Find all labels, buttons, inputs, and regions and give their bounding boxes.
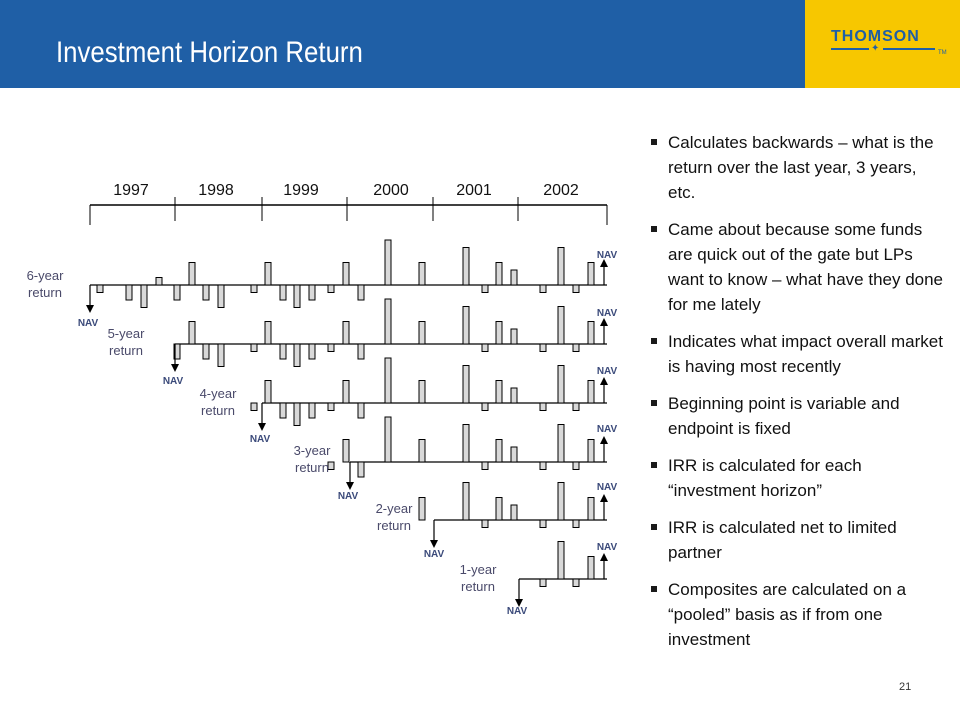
cash-flow-bar <box>496 440 502 463</box>
cash-flow-bar <box>463 483 469 521</box>
cash-flow-bar <box>588 381 594 404</box>
cash-flow-bar <box>540 579 546 587</box>
cash-flow-bar <box>588 322 594 345</box>
cash-flow-bar <box>463 425 469 463</box>
logo-star-icon: ✦ <box>871 43 880 54</box>
bullet-text: Indicates what impact overall market is having most recently <box>668 332 943 376</box>
cash-flow-bar <box>328 285 334 293</box>
logo-wordmark: THOMSON <box>831 28 920 45</box>
cash-flow-bar <box>482 344 488 352</box>
nav-start-label: NAV <box>162 376 184 387</box>
cash-flow-bar <box>419 381 425 404</box>
cash-flow-bar <box>294 344 300 367</box>
nav-start-label: NAV <box>506 606 528 617</box>
nav-end-label: NAV <box>596 482 618 493</box>
horizon-label: return <box>461 579 495 594</box>
nav-start-label: NAV <box>423 549 445 560</box>
cash-flow-bar <box>588 498 594 521</box>
bullet-square-icon <box>651 462 657 468</box>
cash-flow-bar <box>482 285 488 293</box>
cash-flow-bar <box>251 344 257 352</box>
cash-flow-bar <box>309 344 315 359</box>
cash-flow-bar <box>496 263 502 286</box>
cash-flow-bar <box>558 425 564 463</box>
horizon-label: return <box>109 343 143 358</box>
cash-flow-bar <box>482 520 488 528</box>
cash-flow-bar <box>463 366 469 404</box>
horizon-label: return <box>201 403 235 418</box>
cash-flow-bar <box>174 285 180 300</box>
cash-flow-bar <box>265 381 271 404</box>
cash-flow-bar <box>496 322 502 345</box>
bullet-square-icon <box>651 226 657 232</box>
cash-flow-bar <box>511 447 517 462</box>
horizon-label: return <box>295 460 329 475</box>
year-label: 1999 <box>283 182 319 199</box>
bullet-square-icon <box>651 338 657 344</box>
bullet-item <box>648 515 944 565</box>
cash-flow-bar <box>218 285 224 308</box>
horizon-label: 5-year <box>107 326 145 341</box>
cash-flow-bar <box>573 285 579 293</box>
cash-flow-bar <box>203 344 209 359</box>
nav-end-label: NAV <box>596 542 618 553</box>
cash-flow-bar <box>558 483 564 521</box>
cash-flow-bar <box>343 263 349 286</box>
cash-flow-bar <box>343 440 349 463</box>
year-label: 2002 <box>543 182 579 199</box>
cash-flow-bar <box>385 358 391 403</box>
cash-flow-bar <box>573 520 579 528</box>
cash-flow-bar <box>463 248 469 286</box>
investment-horizon-diagram <box>0 100 640 630</box>
cash-flow-bar <box>496 381 502 404</box>
horizon-row <box>376 482 618 560</box>
cash-flow-bar <box>280 344 286 359</box>
cash-flow-bar <box>573 462 579 470</box>
cash-flow-bar <box>309 403 315 418</box>
cash-flow-bar <box>588 557 594 580</box>
bullet-text: Came about because some funds are quick out of the gate but LPs want to know – what have they done for me lately <box>668 220 944 314</box>
cash-flow-bar <box>540 520 546 528</box>
cash-flow-bar <box>343 381 349 404</box>
horizon-label: 3-year <box>293 443 331 458</box>
cash-flow-bar <box>203 285 209 300</box>
bullet-item <box>648 453 944 503</box>
bullet-text: Composites are calculated on a “pooled” basis as if from one investment <box>668 580 907 649</box>
cash-flow-bar <box>294 285 300 308</box>
horizon-label: 4-year <box>199 386 237 401</box>
year-label: 2000 <box>373 182 409 199</box>
nav-end-label: NAV <box>596 250 618 261</box>
cash-flow-bar <box>358 462 364 477</box>
cash-flow-bar <box>385 299 391 344</box>
horizon-row <box>294 417 618 502</box>
logo-rule-right <box>883 48 935 50</box>
header-bar <box>0 0 805 88</box>
cash-flow-bar <box>385 240 391 285</box>
cash-flow-bar <box>573 579 579 587</box>
horizon-label: 2-year <box>375 501 413 516</box>
cash-flow-bar <box>251 403 257 411</box>
cash-flow-bar <box>588 440 594 463</box>
cash-flow-bar <box>280 285 286 300</box>
cash-flow-bar <box>558 307 564 345</box>
horizon-rows <box>27 240 618 617</box>
cash-flow-bar <box>265 263 271 286</box>
cash-flow-bar <box>358 285 364 300</box>
cash-flow-bar <box>588 263 594 286</box>
horizon-label: return <box>28 285 62 300</box>
cash-flow-bar <box>540 344 546 352</box>
bullet-item <box>648 329 944 379</box>
page-number: 21 <box>899 681 912 693</box>
timeline <box>90 182 607 225</box>
cash-flow-bar <box>251 285 257 293</box>
nav-end-label: NAV <box>596 308 618 319</box>
horizon-row <box>27 240 618 329</box>
cash-flow-bar <box>156 278 162 286</box>
nav-start-label: NAV <box>77 318 99 329</box>
bullet-item <box>648 577 944 652</box>
horizon-row <box>108 299 618 387</box>
cash-flow-bar <box>558 366 564 404</box>
cash-flow-bar <box>511 388 517 403</box>
cash-flow-bar <box>385 417 391 462</box>
logo-trademark: TM <box>938 50 947 56</box>
cash-flow-bar <box>265 322 271 345</box>
bullet-item <box>648 391 944 441</box>
cash-flow-bar <box>511 270 517 285</box>
cash-flow-bar <box>328 344 334 352</box>
cash-flow-bar <box>309 285 315 300</box>
cash-flow-bar <box>294 403 300 426</box>
bullet-item <box>648 217 944 317</box>
cash-flow-bar <box>419 322 425 345</box>
page-title: Investment Horizon Return <box>56 36 363 69</box>
bullet-square-icon <box>651 524 657 530</box>
year-label: 1998 <box>198 182 234 199</box>
horizon-label: return <box>377 518 411 533</box>
cash-flow-bar <box>496 498 502 521</box>
cash-flow-bar <box>558 248 564 286</box>
horizon-label: 1-year <box>459 562 497 577</box>
cash-flow-bar <box>358 344 364 359</box>
cash-flow-bar <box>482 462 488 470</box>
cash-flow-bar <box>189 322 195 345</box>
bullet-text: Calculates backwards – what is the return over the last year, 3 years, etc. <box>668 133 934 202</box>
cash-flow-bar <box>511 329 517 344</box>
logo-rule-left <box>831 48 869 50</box>
bullet-square-icon <box>651 139 657 145</box>
bullet-text: Beginning point is variable and endpoint is fixed <box>668 394 900 438</box>
bullet-square-icon <box>651 586 657 592</box>
cash-flow-bar <box>189 263 195 286</box>
cash-flow-bar <box>343 322 349 345</box>
nav-end-label: NAV <box>596 424 618 435</box>
cash-flow-bar <box>511 505 517 520</box>
nav-end-label: NAV <box>596 366 618 377</box>
nav-start-label: NAV <box>337 491 359 502</box>
cash-flow-bar <box>97 285 103 293</box>
cash-flow-bar <box>573 403 579 411</box>
cash-flow-bar <box>141 285 147 308</box>
year-label: 2001 <box>456 182 492 199</box>
horizon-row <box>200 358 618 445</box>
cash-flow-bar <box>540 403 546 411</box>
cash-flow-bar <box>419 440 425 463</box>
cash-flow-bar <box>558 542 564 580</box>
horizon-row <box>460 542 618 618</box>
cash-flow-bar <box>573 344 579 352</box>
nav-start-label: NAV <box>249 434 271 445</box>
cash-flow-bar <box>328 403 334 411</box>
cash-flow-bar <box>540 462 546 470</box>
horizon-label: 6-year <box>26 268 64 283</box>
cash-flow-bar <box>419 263 425 286</box>
cash-flow-bar <box>482 403 488 411</box>
bullet-square-icon <box>651 400 657 406</box>
cash-flow-bar <box>419 498 425 521</box>
cash-flow-bar <box>218 344 224 367</box>
bullet-text: IRR is calculated net to limited partner <box>668 518 897 562</box>
bullet-item <box>648 130 944 205</box>
thomson-logo <box>805 0 960 88</box>
cash-flow-bar <box>358 403 364 418</box>
bullet-text: IRR is calculated for each “investment horizon” <box>668 456 862 500</box>
cash-flow-bar <box>463 307 469 345</box>
cash-flow-bar <box>540 285 546 293</box>
year-label: 1997 <box>113 182 149 199</box>
cash-flow-bar <box>280 403 286 418</box>
bullet-list <box>648 130 944 664</box>
cash-flow-bar <box>126 285 132 300</box>
